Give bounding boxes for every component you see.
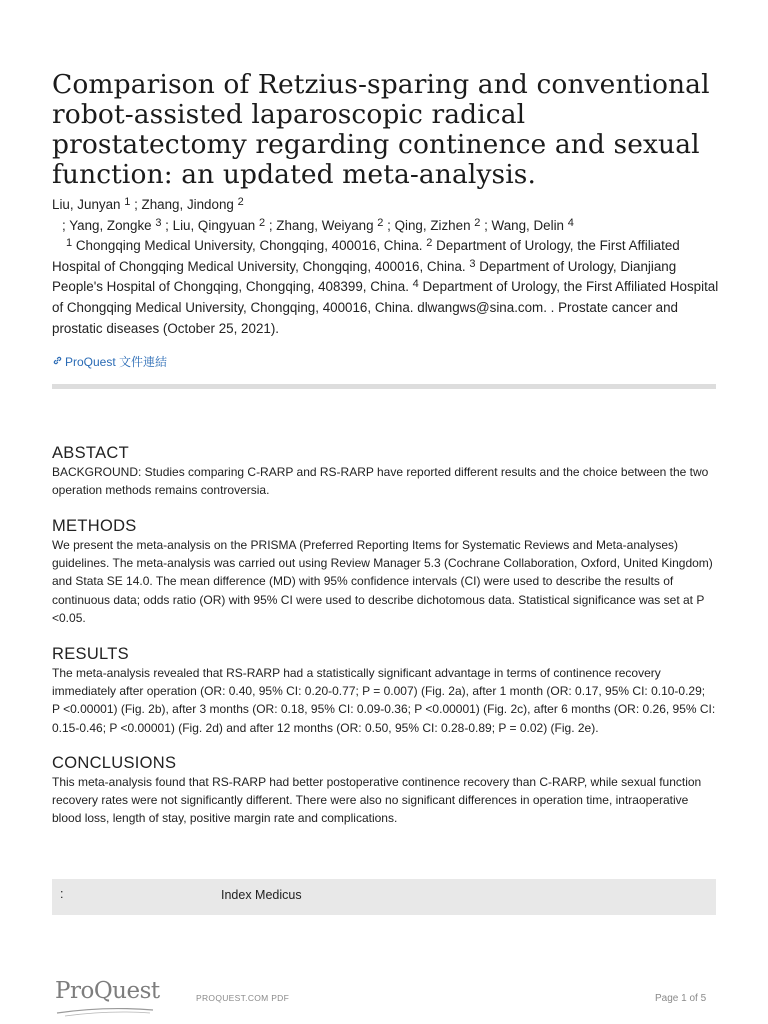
page-title: Comparison of Retzius-sparing and conventional robot-assisted laparoscopic radical prostatectomy regarding continence and sexual function: an updated meta-analysis. — [52, 69, 710, 190]
section-body: We present the meta-analysis on the PRISMA (Preferred Reporting Items for Systematic Reviews and Meta-analyses) guidelines. The meta-analysis was carried out using Review Manager 5.3 (Cochrane Collaboration, Oxford, United Kingdom) and Stata SE 14.0. The mean difference (MD) with 95% confidence intervals (CI) were used to describe the results of continuous data; odds ratio (OR) with 95% CI were used to describe dichotomous data. Statistical significance was set at P <0.05. — [52, 538, 713, 625]
author-sup: 3 — [155, 216, 162, 229]
section-methods — [52, 516, 716, 627]
metadata-value: Index Medicus — [221, 888, 302, 902]
page-number: Page 1 of 5 — [655, 993, 707, 1004]
metadata-label: : — [60, 887, 64, 901]
affiliation-text: Chongqing Medical University, Chongqing, 400016, China. — [75, 238, 423, 254]
affiliation-sup: 4 — [412, 278, 419, 291]
author-name: Qing, Zizhen — [394, 217, 471, 233]
proquest-document-link[interactable] — [52, 353, 167, 370]
author-line-1: Liu, Junyan $^1$ ; Zhang, Jindong $^2$ — [52, 196, 244, 212]
logo-swoosh-icon — [55, 1004, 155, 1018]
divider — [52, 384, 716, 389]
author-name: Yang, Zongke — [69, 217, 152, 233]
author-name: Liu, Qingyuan — [172, 217, 256, 233]
section-body: This meta-analysis found that RS-RARP had better postoperative continence recovery than C-RARP, while sexual function recovery rates were not significantly different. There were also no significant differences in operation time, intraoperative blood loss, length of stay, positive margin rate and complications. — [52, 775, 702, 826]
author-sup: 2 — [377, 216, 384, 229]
section-heading: METHODS — [52, 517, 137, 535]
section-heading: ABSTACT — [52, 444, 129, 462]
author-sup: 2 — [237, 196, 244, 208]
affiliation-sup: 2 — [426, 237, 433, 250]
metadata-bar — [52, 879, 716, 915]
affiliation-text: Department of Urology, the First Affiliated Hospital of Chongqing Medical University, Chongqing, 400016, China. — [52, 238, 680, 274]
link-label[interactable]: ProQuest 文件連結 — [65, 355, 168, 369]
section-body: BACKGROUND: Studies comparing C-RARP and RS-RARP have reported different results and the choice between the two operation methods remains controversia. — [52, 465, 709, 498]
affiliation-text: Department of Urology, the First Affiliated Hospital of Chongqing Medical University, Chongqing, 400016, China. dlwangws@sina.com. . — [52, 279, 719, 315]
affiliation-sup: 3 — [469, 257, 476, 270]
author-sup: 4 — [567, 216, 574, 229]
section-heading: CONCLUSIONS — [52, 754, 177, 772]
link-icon — [52, 355, 63, 369]
author-line-2: ; Yang, Zongke $^3$ ; Liu, Qingyuan $^2$ ; Zhang, Weiyang $^2$ ; Qing, Zizhen $^2$ ; Wang, Delin $^4$ — [62, 216, 574, 233]
affiliation-sup: 1 — [66, 237, 73, 250]
author-name: Zhang, Weiyang — [276, 217, 374, 233]
author-name: Liu, Junyan — [52, 197, 121, 212]
section-abstract — [52, 443, 716, 499]
author-sup: 1 — [124, 196, 131, 208]
affiliations — [52, 236, 722, 339]
affiliation-text: Department of Urology, Dianjiang People's Hospital of Chongqing, Chongqing, 408399, China. — [52, 258, 677, 295]
logo-text: ProQuest — [55, 978, 160, 1004]
author-sup: 2 — [259, 216, 266, 229]
author-sup: 2 — [474, 216, 481, 229]
author-name: Wang, Delin — [491, 217, 564, 233]
section-body: The meta-analysis revealed that RS-RARP had a statistically significant advantage in terms of continence recovery immediately after operation (OR: 0.40, 95% CI: 0.20-0.77; P = 0.007) (Fig. 2a), after 1 month (OR: 0.17, 95% CI: 0.10-0.29; P <0.00001) (Fig. 2b), after 3 months (OR: 0.18, 95% CI: 0.09-0.36; P <0.00001) (Fig. 2c), after 6 months (OR: 0.26, 95% CI: 0.15-0.46; P <0.00001) (Fig. 2d) and after 12 months (OR: 0.50, 95% CI: 0.28-0.89; P = 0.02) (Fig. 2e). — [52, 666, 716, 735]
section-conclusions — [52, 753, 716, 828]
section-heading: RESULTS — [52, 645, 129, 663]
section-results — [52, 644, 716, 737]
author-name: Zhang, Jindong — [141, 197, 234, 212]
source-citation: Prostate cancer and prostatic diseases (October 25, 2021). — [52, 299, 678, 336]
footer-source: PROQUEST.COM PDF — [196, 993, 290, 1003]
author-block — [52, 195, 722, 339]
proquest-logo — [55, 978, 160, 1004]
